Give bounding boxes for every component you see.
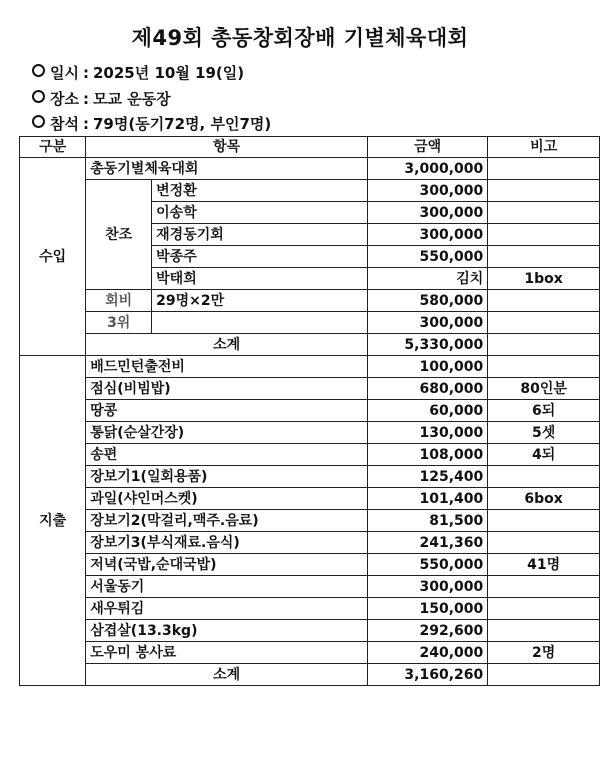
table-row [20, 620, 600, 642]
sponsor-name: 박종주 [152, 246, 368, 268]
expense-note: 2명 [488, 642, 600, 664]
table-row [20, 488, 600, 510]
sponsor-name: 박태희 [152, 268, 368, 290]
table-row [20, 312, 600, 334]
expense-amount: 125,400 [368, 466, 488, 488]
expense-note: 6되 [488, 400, 600, 422]
table-row [20, 598, 600, 620]
place-value: 모교 운동장 [92, 90, 171, 108]
expense-item: 점심(비빔밥) [86, 378, 368, 400]
sponsor-note: 1box [488, 268, 600, 290]
table-row [20, 576, 600, 598]
expense-amount: 60,000 [368, 400, 488, 422]
header-amount: 금액 [368, 137, 488, 158]
info-date: 일시 : 2025년 10월 19(일) [32, 62, 244, 83]
date-label: 일시 [50, 64, 79, 82]
table-row-subtotal [20, 664, 600, 686]
income-alumni-amount: 3,000,000 [368, 158, 488, 180]
expense-item: 장보기3(부식재료.음식) [86, 532, 368, 554]
sponsor-note [488, 246, 600, 268]
sponsor-name: 변정환 [152, 180, 368, 202]
sponsor-note [488, 224, 600, 246]
expense-item: 송편 [86, 444, 368, 466]
fee-label: 회비 [86, 290, 152, 312]
expense-category: 지출 [20, 356, 86, 686]
expense-amount: 241,360 [368, 532, 488, 554]
sponsor-name: 이송학 [152, 202, 368, 224]
expense-subtotal-note [488, 664, 600, 686]
expense-note: 80인분 [488, 378, 600, 400]
expense-amount: 81,500 [368, 510, 488, 532]
sponsor-name: 재경동기회 [152, 224, 368, 246]
table-row [20, 158, 600, 180]
expense-item: 서울동기 [86, 576, 368, 598]
expense-subtotal-amount: 3,160,260 [368, 664, 488, 686]
expense-item: 저녁(국밥,순대국밥) [86, 554, 368, 576]
income-alumni-item: 총동기별체육대회 [86, 158, 368, 180]
header-note: 비고 [488, 137, 600, 158]
table-row [20, 422, 600, 444]
sponsor-note [488, 180, 600, 202]
table-row [20, 510, 600, 532]
attend-value: 79명(동기72명, 부인7명) [92, 115, 272, 133]
info-place: 장소 : 모교 운동장 [32, 88, 171, 109]
place-label: 장소 [50, 90, 79, 108]
expense-amount: 240,000 [368, 642, 488, 664]
rank-detail [152, 312, 368, 334]
expense-amount: 101,400 [368, 488, 488, 510]
table-row [20, 444, 600, 466]
expense-item: 장보기1(일회용품) [86, 466, 368, 488]
expense-amount: 150,000 [368, 598, 488, 620]
sponsor-label: 찬조 [86, 180, 152, 290]
expense-item: 장보기2(막걸리,맥주.음료) [86, 510, 368, 532]
sponsor-amount: 김치 [368, 268, 488, 290]
expense-amount: 292,600 [368, 620, 488, 642]
expense-note: 5셋 [488, 422, 600, 444]
sponsor-note [488, 202, 600, 224]
budget-table [19, 136, 600, 686]
table-row [20, 290, 600, 312]
income-category: 수입 [20, 158, 86, 356]
table-row [20, 466, 600, 488]
expense-note: 41명 [488, 554, 600, 576]
table-row [20, 554, 600, 576]
expense-subtotal-label: 소계 [86, 664, 368, 686]
table-row-subtotal [20, 334, 600, 356]
expense-item: 배드민턴출전비 [86, 356, 368, 378]
expense-note [488, 356, 600, 378]
expense-amount: 100,000 [368, 356, 488, 378]
sponsor-amount: 300,000 [368, 224, 488, 246]
expense-note: 6box [488, 488, 600, 510]
income-alumni-note [488, 158, 600, 180]
date-value: 2025년 10월 19(일) [92, 64, 245, 82]
rank-amount: 300,000 [368, 312, 488, 334]
expense-amount: 680,000 [368, 378, 488, 400]
income-subtotal-label: 소계 [86, 334, 368, 356]
table-row [20, 532, 600, 554]
income-subtotal-amount: 5,330,000 [368, 334, 488, 356]
sponsor-amount: 300,000 [368, 202, 488, 224]
table-row [20, 180, 600, 202]
expense-note [488, 576, 600, 598]
expense-note [488, 510, 600, 532]
sponsor-amount: 550,000 [368, 246, 488, 268]
expense-item: 도우미 봉사료 [86, 642, 368, 664]
expense-amount: 108,000 [368, 444, 488, 466]
expense-note [488, 598, 600, 620]
expense-item: 삼겹살(13.3kg) [86, 620, 368, 642]
expense-item: 과일(샤인머스켓) [86, 488, 368, 510]
fee-note [488, 290, 600, 312]
header-category: 구분 [20, 137, 86, 158]
circle-bullet-icon [32, 115, 45, 128]
expense-amount: 130,000 [368, 422, 488, 444]
expense-note [488, 466, 600, 488]
fee-detail: 29명×2만 [152, 290, 368, 312]
expense-amount: 550,000 [368, 554, 488, 576]
attend-label: 참석 [50, 115, 79, 133]
fee-amount: 580,000 [368, 290, 488, 312]
sponsor-amount: 300,000 [368, 180, 488, 202]
expense-note: 4되 [488, 444, 600, 466]
circle-bullet-icon [32, 90, 45, 103]
info-attendance: 참석 : 79명(동기72명, 부인7명) [32, 113, 271, 134]
circle-bullet-icon [32, 64, 45, 77]
expense-note [488, 620, 600, 642]
table-row [20, 400, 600, 422]
rank-note [488, 312, 600, 334]
table-header-row [20, 137, 600, 158]
income-subtotal-note [488, 334, 600, 356]
page-title: 제49회 총동창회장배 기별체육대회 [131, 26, 469, 50]
table-row [20, 642, 600, 664]
expense-note [488, 532, 600, 554]
table-row [20, 356, 600, 378]
expense-item: 통닭(순살간장) [86, 422, 368, 444]
expense-item: 땅콩 [86, 400, 368, 422]
table-row [20, 378, 600, 400]
expense-item: 새우튀김 [86, 598, 368, 620]
header-item: 항목 [86, 137, 368, 158]
expense-amount: 300,000 [368, 576, 488, 598]
rank-label: 3위 [86, 312, 152, 334]
